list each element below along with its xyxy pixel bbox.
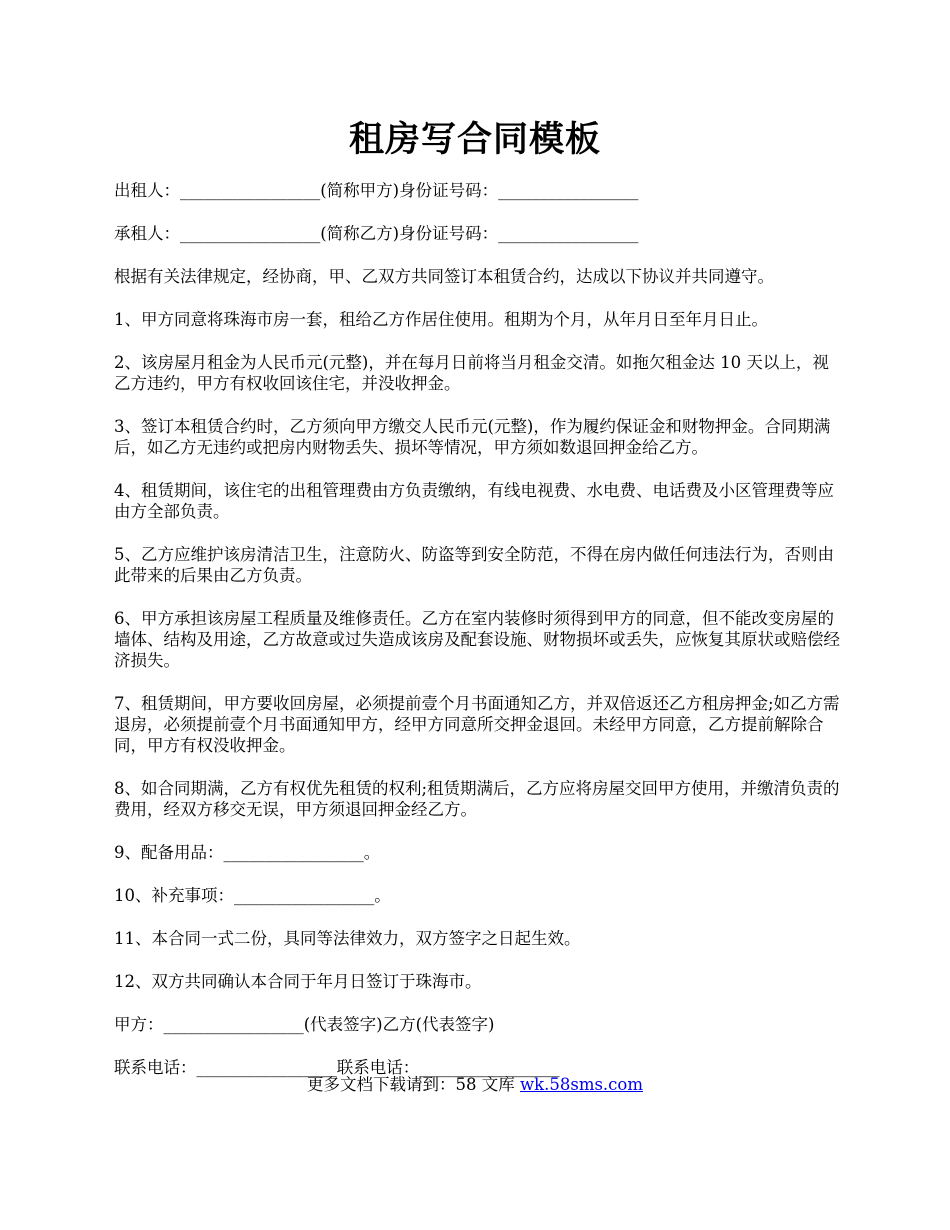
clause-8: 8、如合同期满，乙方有权优先租赁的权利;租赁期满后，乙方应将房屋交回甲方使用，并缴清负责的费用，经双方移交无误，甲方须退回押金经乙方。	[114, 779, 840, 819]
clause-2: 2、该房屋月租金为人民币元(元整)，并在每月日前将当月租金交清。如拖欠租金达 10 天以上，视乙方违约，甲方有权收回该住宅，并没收押金。	[114, 353, 829, 393]
clause-5: 5、乙方应维护该房清洁卫生，注意防火、防盗等到安全防范，不得在房内做任何违法行为，否则由此带来的后果由乙方负责。	[114, 545, 834, 585]
lessor-line: 出租人：_________________(简称甲方)身份证号码：_________________	[114, 181, 639, 200]
document-body	[114, 180, 844, 1100]
preamble: 根据有关法律规定，经协商，甲、乙双方共同签订本租赁合约，达成以下协议并共同遵守。	[114, 267, 774, 286]
footer-text: 更多文档下载请到：58 文库	[306, 1075, 520, 1094]
footer	[0, 1074, 950, 1095]
clause-1: 1、甲方同意将珠海市房一套，租给乙方作居住使用。租期为个月，从年月日至年月日止。	[114, 310, 768, 329]
clause-10: 10、补充事项：_________________。	[114, 886, 391, 905]
signature-line: 甲方：_________________(代表签字)乙方(代表签字)	[114, 1015, 495, 1034]
phone-line: 联系电话：_________________联系电话：_________________	[114, 1058, 560, 1077]
clause-11: 11、本合同一式二份，具同等法律效力，双方签字之日起生效。	[114, 929, 581, 948]
lessee-line: 承租人：_________________(简称乙方)身份证号码：_________________	[114, 224, 639, 243]
clause-3: 3、签订本租赁合约时，乙方须向甲方缴交人民币元(元整)，作为履约保证金和财物押金。合同期满后，如乙方无违约或把房内财物丢失、损坏等情况，甲方须如数退回押金给乙方。	[114, 417, 831, 457]
clause-9: 9、配备用品：_________________。	[114, 843, 381, 862]
clause-12: 12、双方共同确认本合同于年月日签订于珠海市。	[114, 972, 482, 991]
clause-7: 7、租赁期间，甲方要收回房屋，必须提前壹个月书面通知乙方，并双倍返还乙方租房押金;如乙方需退房，必须提前壹个月书面通知甲方，经甲方同意所交押金退回。未经甲方同意，乙方提前解除合同，甲方有权没收押金。	[114, 694, 840, 755]
footer-link[interactable]: wk.58sms.com	[519, 1075, 643, 1094]
document-title: 租房写合同模板	[348, 119, 601, 160]
clause-6: 6、甲方承担该房屋工程质量及维修责任。乙方在室内装修时须得到甲方的同意，但不能改变房屋的墙体、结构及用途，乙方故意或过失造成该房及配套设施、财物损坏或丢失，应恢复其原状或赔偿经济损失。	[114, 609, 840, 670]
clause-4: 4、租赁期间，该住宅的出租管理费由方负责缴纳，有线电视费、水电费、电话费及小区管理费等应由方全部负责。	[114, 481, 834, 521]
